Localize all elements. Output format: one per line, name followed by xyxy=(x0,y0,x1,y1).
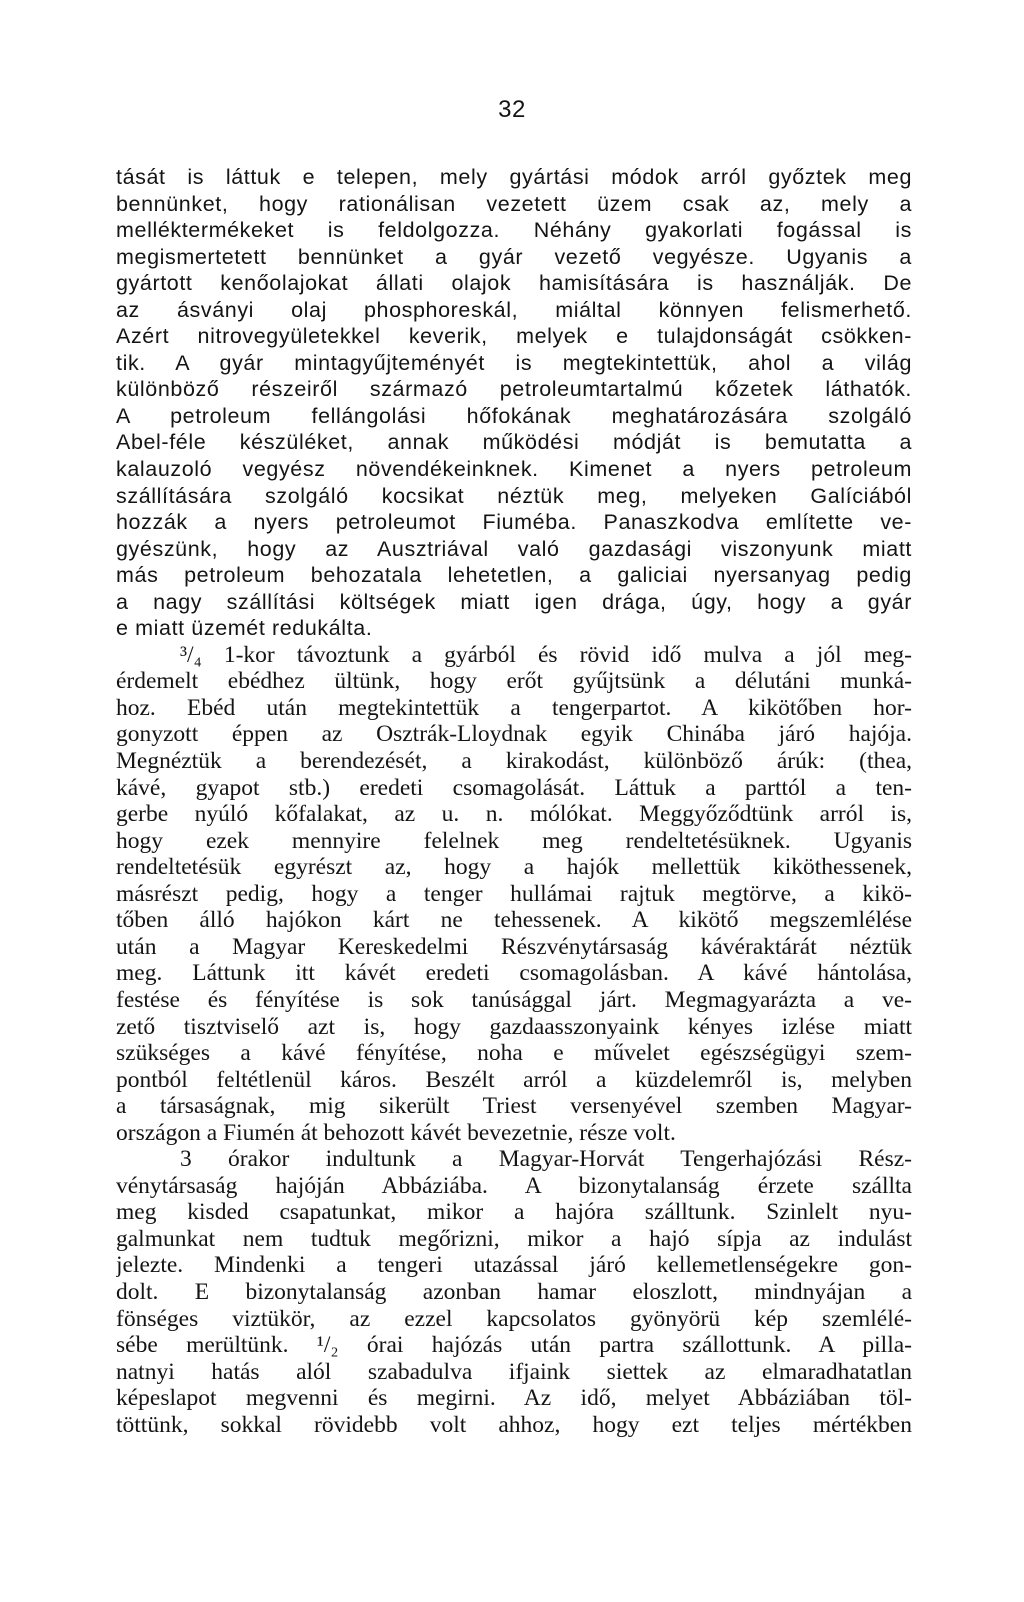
body-text xyxy=(116,164,912,1438)
text-line: festése és fényítése is sok tanúsággal járt. Megmagyarázta a ve- xyxy=(116,986,912,1013)
text-line: kávé, gyapot stb.) eredeti csomagolását. Láttuk a parttól a ten- xyxy=(116,774,912,801)
text-line: tik. A gyár mintagyűjteményét is megtekintettük, ahol a világ xyxy=(116,350,912,375)
text-line: e miatt üzemét redukálta. xyxy=(116,616,373,641)
text-line: képeslapot megvenni és megirni. Az idő, melyet Abbáziában töl- xyxy=(116,1385,912,1412)
text-line: dolt. E bizonytalanság azonban hamar eloszlott, mindnyájan a xyxy=(116,1278,912,1305)
text-line: Abel-féle készüléket, annak működési módját is bemutatta a xyxy=(116,430,912,455)
text-line: gyészünk, hogy az Ausztriával való gazdasági viszonyunk miatt xyxy=(116,536,912,561)
text-line: bennünket, hogy rationálisan vezetett üzem csak az, mely a xyxy=(116,191,912,216)
text-line: tőben álló hajókon kárt ne tehessenek. A kikötő megszemlélése xyxy=(116,907,912,934)
text-line: gyártott kenőolajokat állati olajok hamisítására is használják. De xyxy=(116,271,912,296)
text-line: ³/₄ 1-kor távoztunk a gyárból és rövid idő mulva a jól meg- xyxy=(180,641,912,668)
text-line: natnyi hatás alól szabadulva ifjaink siettek az elmaradhatatlan xyxy=(116,1358,912,1385)
text-line: másrészt pedig, hogy a tenger hullámai rajtuk megtörve, a kikö- xyxy=(116,880,912,907)
text-line: gerbe nyúló kőfalakat, az u. n. mólókat. Meggyőződtünk arról is, xyxy=(116,801,912,828)
page-number: 32 xyxy=(498,96,526,123)
text-line: az ásványi olaj phosphoreskál, miáltal könnyen felismerhető. xyxy=(116,297,912,322)
text-line: kalauzoló vegyész növendékeinknek. Kimenet a nyers petroleum xyxy=(116,457,912,482)
text-line: A petroleum fellángolási hőfokának meghatározására szolgáló xyxy=(116,403,912,428)
text-line: vénytársaság hajóján Abbáziába. A bizonytalanság érzete szállta xyxy=(116,1172,912,1199)
text-line: 3 órakor indultunk a Magyar-Horvát Tengerhajózási Rész- xyxy=(180,1146,912,1173)
text-line: más petroleum behozatala lehetetlen, a galiciai nyersanyag pedig xyxy=(116,563,912,588)
text-line: hoz. Ebéd után megtekintettük a tengerpartot. A kikötőben hor- xyxy=(116,694,912,721)
text-line: Megnéztük a berendezését, a kirakodást, különböző árúk: (thea, xyxy=(116,748,912,775)
text-line: Azért nitrovegyületekkel keverik, melyek e tulajdonságát csökken- xyxy=(116,324,912,349)
text-line: sébe merültünk. ¹/₂ órai hajózás után partra szállottunk. A pilla- xyxy=(116,1332,912,1359)
text-line: különböző részeiről származó petroleumtartalmú kőzetek láthatók. xyxy=(116,377,912,402)
text-line: galmunkat nem tudtuk megőrizni, mikor a hajó sípja az indulást xyxy=(116,1225,912,1252)
text-line: zető tisztviselő azt is, hogy gazdaasszonyaink kényes izlése miatt xyxy=(116,1013,912,1040)
text-line: szállítására szolgáló kocsikat néztük meg, melyeken Galíciából xyxy=(116,483,912,508)
text-line: melléktermékeket is feldolgozza. Néhány gyakorlati fogással is xyxy=(116,218,912,243)
text-line: érdemelt ebédhez ültünk, hogy erőt gyűjtsünk a délutáni munká- xyxy=(116,668,912,695)
text-line: szükséges a kávé fényítése, noha e művelet egészségügyi szem- xyxy=(116,1040,912,1067)
text-line: a társaságnak, mig sikerült Triest versenyével szemben Magyar- xyxy=(116,1093,912,1120)
text-line: hogy ezek mennyire felelnek meg rendeltetésüknek. Ugyanis xyxy=(116,827,912,854)
text-line: a nagy szállítási költségek miatt igen drága, úgy, hogy a gyár xyxy=(116,589,912,614)
text-line: jelezte. Mindenki a tengeri utazással járó kellemetlenségekre gon- xyxy=(116,1252,912,1279)
text-line: töttünk, sokkal rövidebb volt ahhoz, hogy ezt teljes mértékben xyxy=(116,1411,912,1438)
text-line: rendeltetésük egyrészt az, hogy a hajók mellettük kiköthessenek, xyxy=(116,854,912,881)
text-line: után a Magyar Kereskedelmi Részvénytársaság kávéraktárát néztük xyxy=(116,933,912,960)
text-line: megismertetett bennünket a gyár vezető vegyésze. Ugyanis a xyxy=(116,244,912,269)
text-line: tását is láttuk e telepen, mely gyártási módok arról győztek meg xyxy=(116,165,912,189)
text-line: pontból feltétlenül káros. Beszélt arról a küzdelemről is, melyben xyxy=(116,1066,912,1093)
text-line: gonyzott éppen az Osztrák-Lloydnak egyik Chinába járó hajója. xyxy=(116,721,912,748)
text-line: országon a Fiumén át behozott kávét bevezetnie, része volt. xyxy=(116,1119,676,1146)
text-line: hozzák a nyers petroleumot Fiuméba. Panaszkodva említette ve- xyxy=(116,510,912,535)
text-line: fönséges viztükör, az ezzel kapcsolatos gyönyörü kép szemlélé- xyxy=(116,1305,912,1332)
text-line: meg. Láttunk itt kávét eredeti csomagolásban. A kávé hántolása, xyxy=(116,960,912,987)
text-line: meg kisded csapatunkat, mikor a hajóra szálltunk. Szinlelt nyu- xyxy=(116,1199,912,1226)
